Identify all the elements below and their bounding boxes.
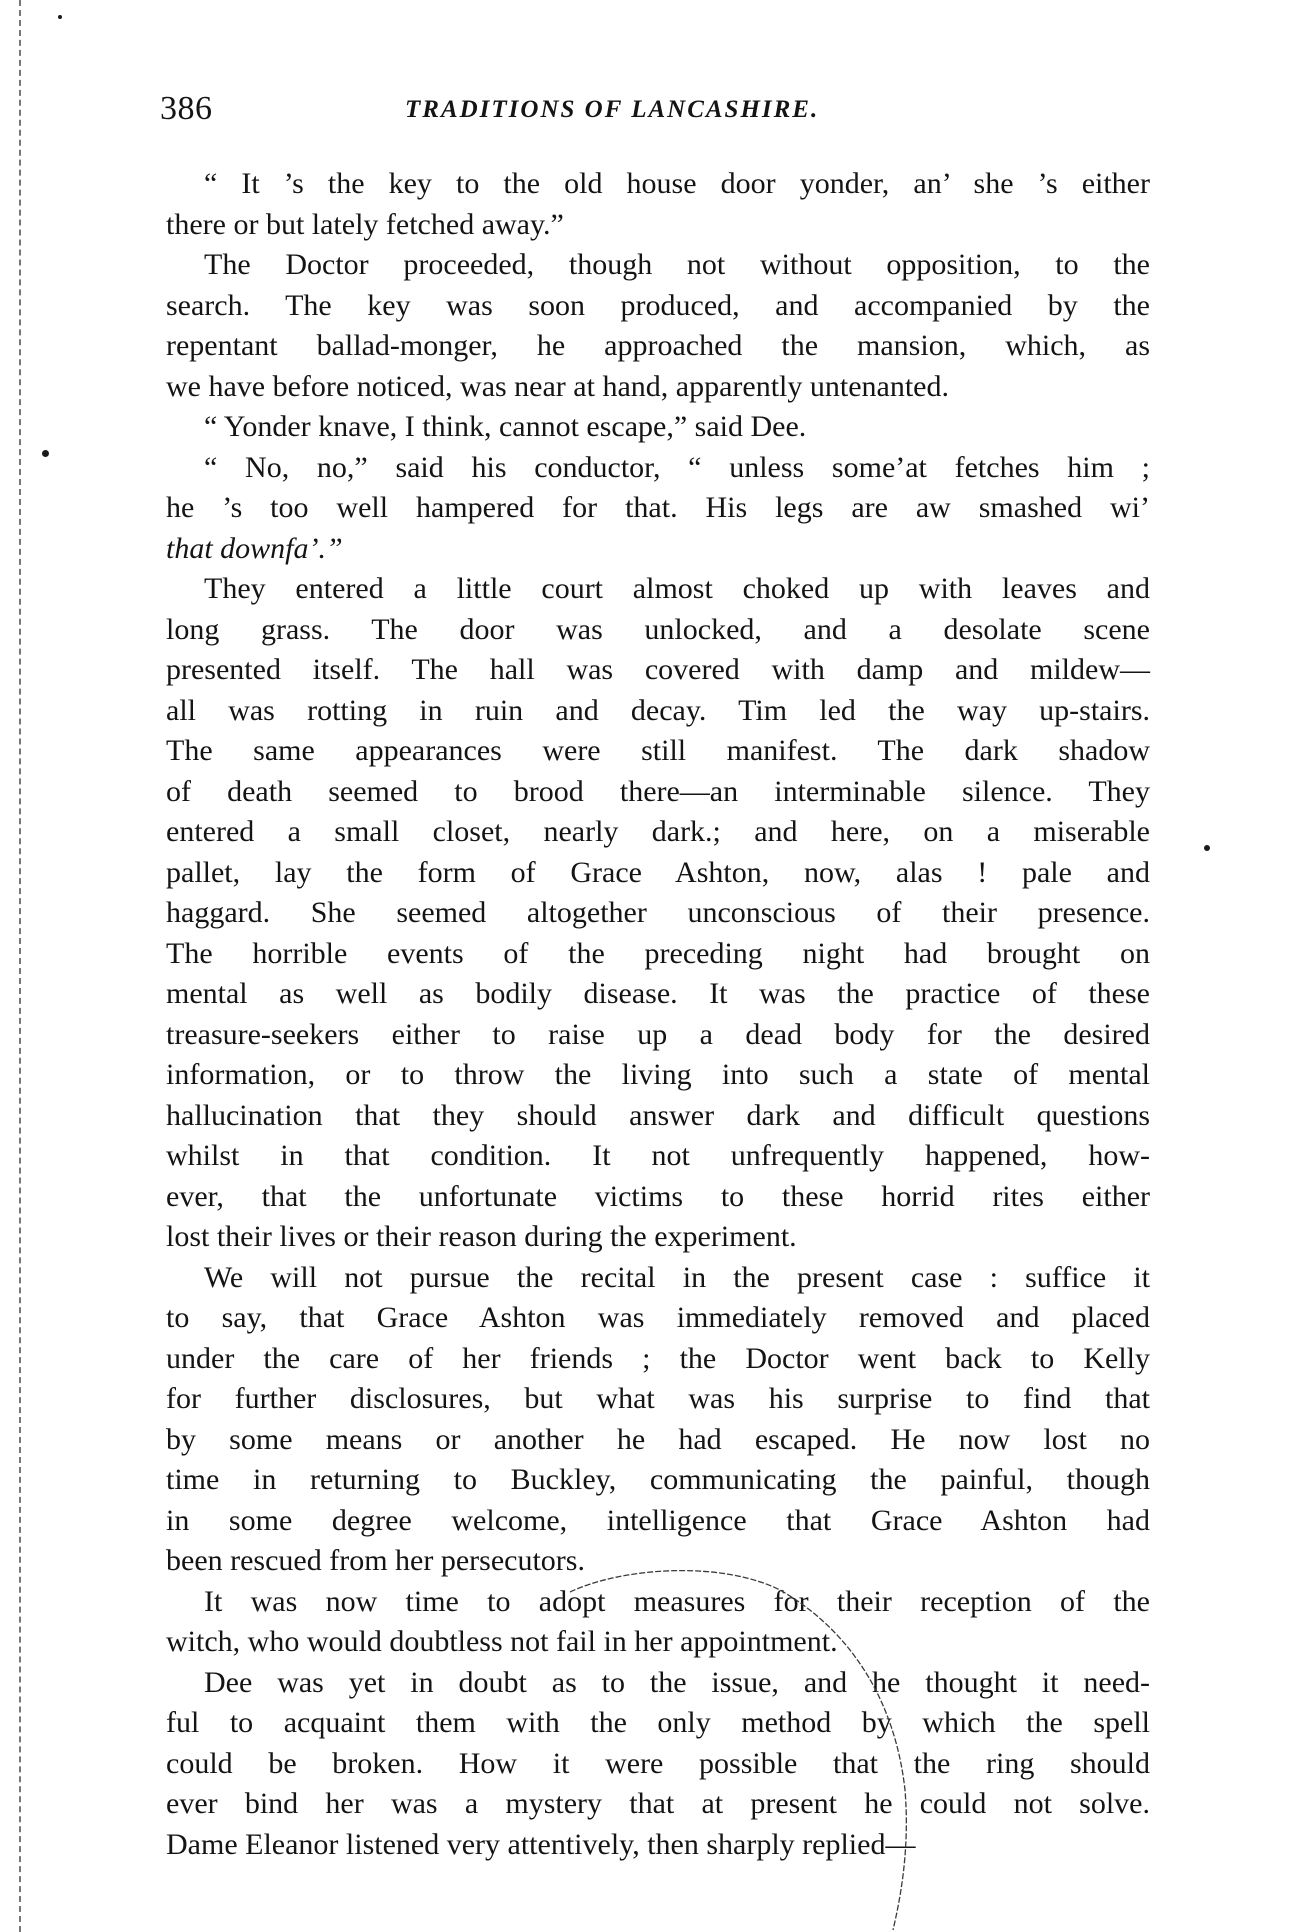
text-line: under the care of her friends ; the Doctor went back to Kelly [166,1341,1150,1375]
text-line: mental as well as bodily disease. It was the practice of these [166,977,1150,1010]
text-line: been rescued from her persecutors. [166,1544,585,1577]
running-title: TRADITIONS OF LANCASHIRE. [405,96,820,123]
text-line: he ’s too well hampered for that. His legs are aw smashed wi’ [166,491,1150,524]
text-line: Dame Eleanor listened very attentively, then sharply replied— [166,1827,916,1861]
text-line: all was rotting in ruin and decay. Tim led the way up-stairs. [166,693,1150,727]
text-line: “ It ’s the key to the old house door yonder, an’ she ’s either [204,167,1150,200]
text-line: “ No, no,” said his conductor, “ unless some’at fetches him ; [204,450,1150,484]
text-line: information, or to throw the living into such a state of mental [166,1058,1150,1091]
text-line: we have before noticed, was near at hand, apparently untenanted. [166,369,949,403]
text-line: whilst in that condition. It not unfrequently happened, how- [166,1139,1150,1172]
text-line: The horrible events of the preceding night had brought on [166,936,1150,970]
text-line: time in returning to Buckley, communicating the painful, though [166,1463,1150,1496]
text-line: ever bind her was a mystery that at present he could not solve. [166,1787,1150,1820]
text-line: to say, that Grace Ashton was immediately removed and placed [166,1301,1150,1334]
text-line: treasure-seekers either to raise up a dead body for the desired [166,1017,1150,1051]
text-line: presented itself. The hall was covered with damp and mildew— [166,653,1150,686]
text-line: for further disclosures, but what was his surprise to find that [166,1382,1150,1415]
scan-speck [58,15,62,19]
text-line: haggard. She seemed altogether unconscious of their presence. [166,896,1150,929]
text-line: hallucination that they should answer dark and difficult questions [166,1098,1150,1132]
text-line: “ Yonder knave, I think, cannot escape,” said Dee. [204,410,807,443]
text-line: ful to acquaint them with the only method by which the spell [166,1706,1150,1739]
text-line: in some degree welcome, intelligence that Grace Ashton had [166,1503,1150,1537]
text-line: We will not pursue the recital in the present case : suffice it [204,1260,1150,1294]
text-line: search. The key was soon produced, and accompanied by the [166,288,1150,322]
text-line: It was now time to adopt measures for their reception of the [204,1584,1150,1618]
text-line: The same appearances were still manifest. The dark shadow [166,734,1150,767]
text-line: witch, who would doubtless not fail in her appointment. [166,1625,838,1658]
text-line: there or but lately fetched away.” [166,207,564,241]
text-line: by some means or another he had escaped. He now lost no [166,1422,1150,1456]
text-line: could be broken. How it were possible that the ring should [166,1746,1150,1780]
text-line: long grass. The door was unlocked, and a desolate scene [166,612,1150,646]
scan-speck [42,450,49,457]
page-number: 386 [160,90,213,127]
text-line: Dee was yet in doubt as to the issue, and he thought it need- [204,1665,1150,1699]
text-line: The Doctor proceeded, though not without opposition, to the [204,248,1150,281]
body-text [166,164,1150,1865]
page-header [160,84,1150,134]
text-line: of death seemed to brood there—an interminable silence. They [166,774,1150,808]
text-line: lost their lives or their reason during the experiment. [166,1220,797,1253]
text-line: that downfa’.” [166,531,343,565]
scan-speck [1204,845,1210,851]
text-line: pallet, lay the form of Grace Ashton, now, alas ! pale and [166,855,1150,889]
scan-page-edge-line [19,0,21,1932]
text-line: ever, that the unfortunate victims to these horrid rites either [166,1179,1150,1213]
text-line: They entered a little court almost choked up with leaves and [204,572,1150,605]
text-line: repentant ballad-monger, he approached the mansion, which, as [166,329,1150,362]
text-line: entered a small closet, nearly dark.; and here, on a miserable [166,815,1150,848]
